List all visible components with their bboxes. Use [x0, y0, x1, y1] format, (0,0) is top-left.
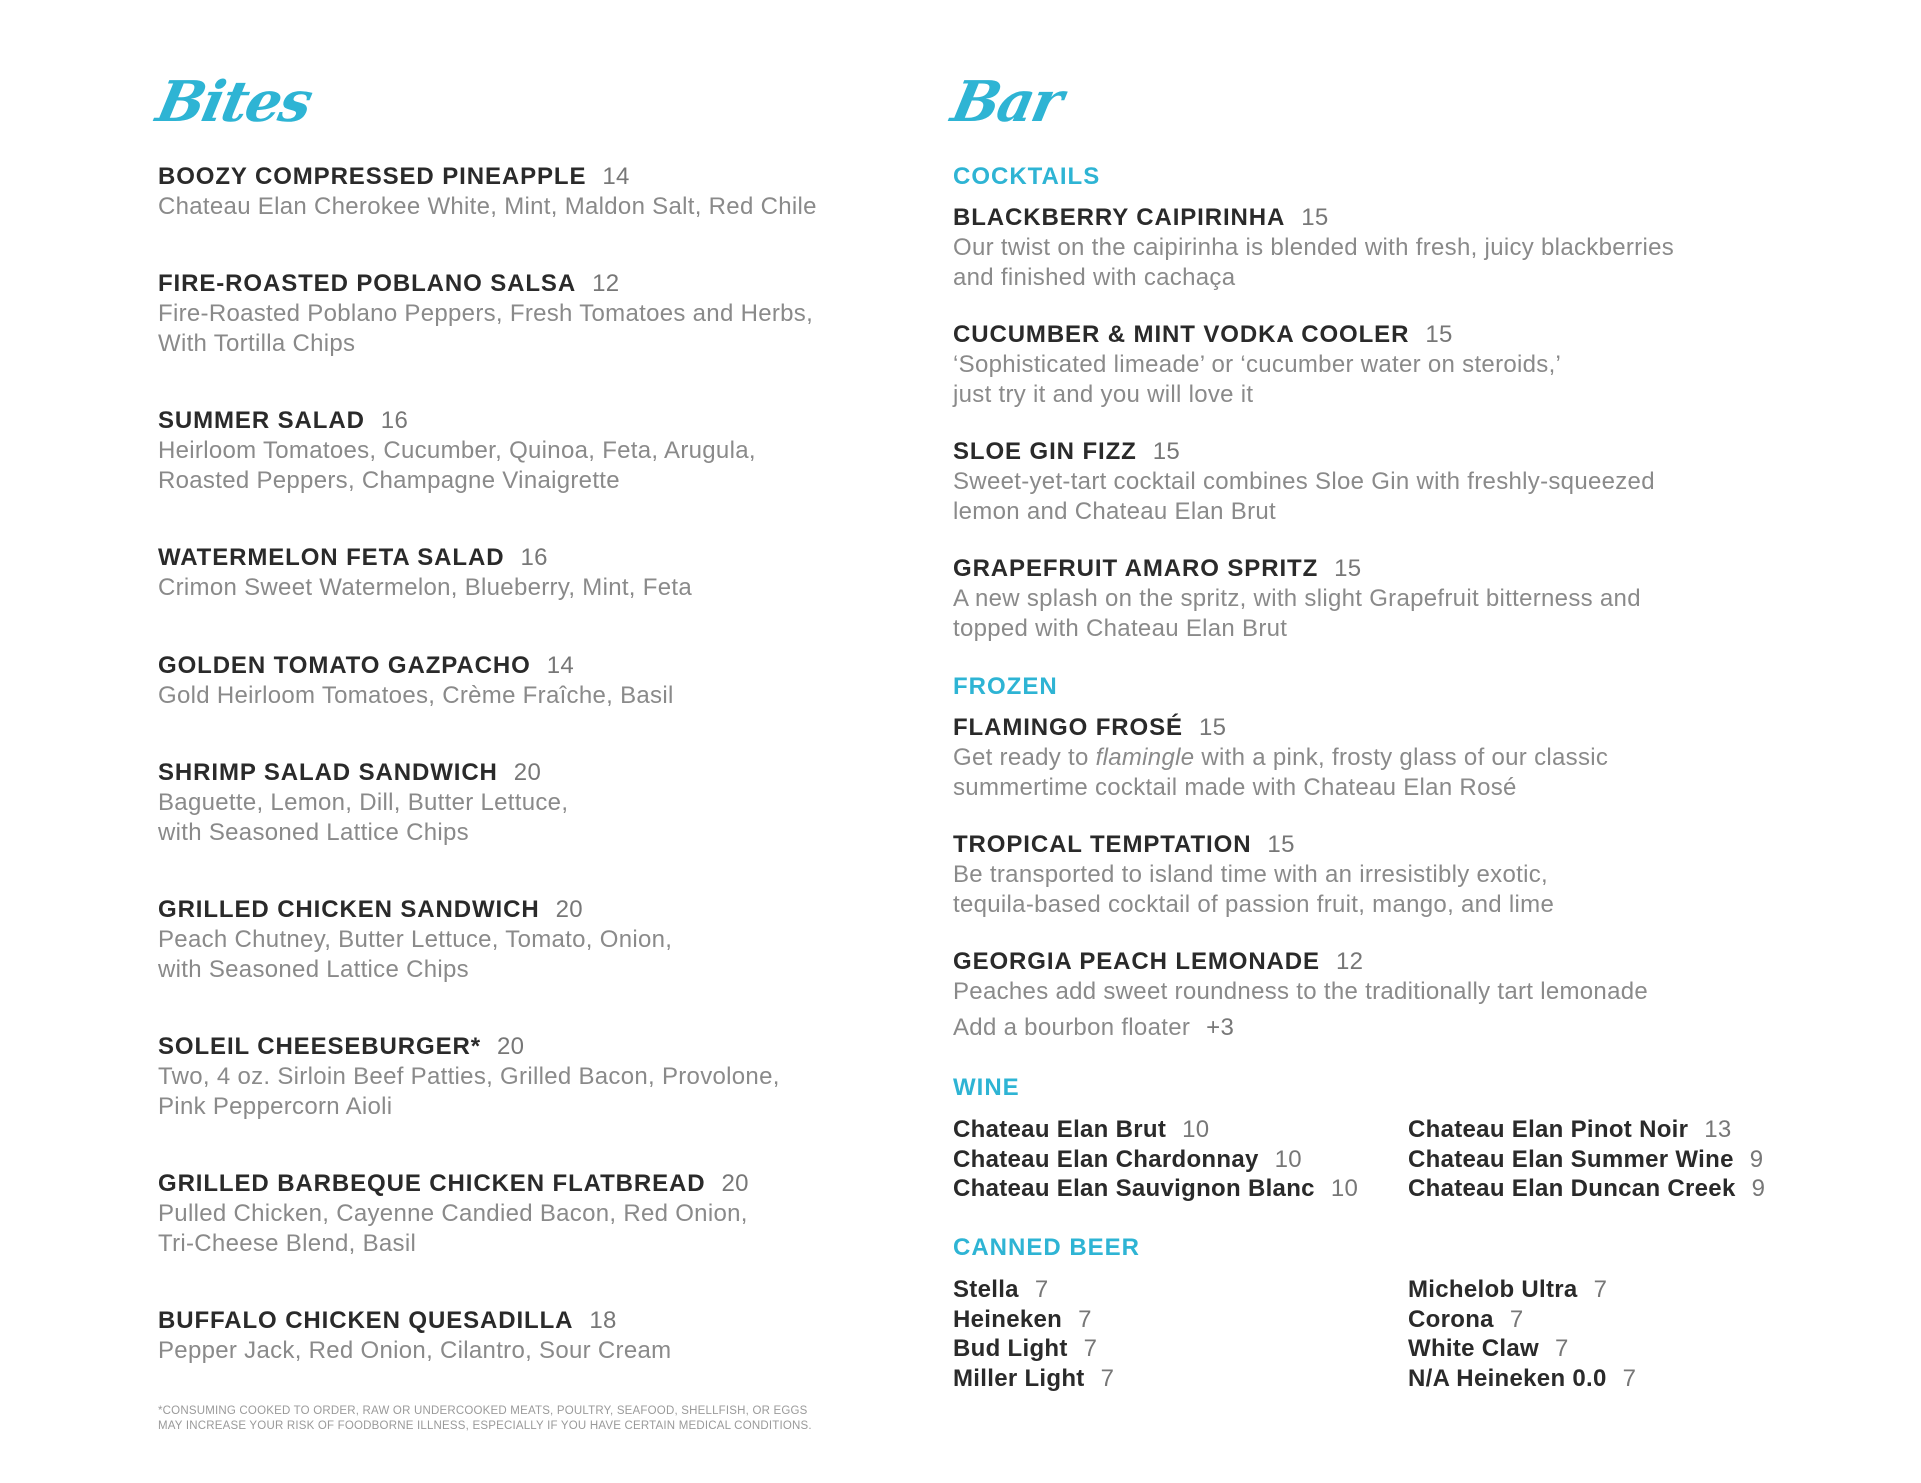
item-name: GRAPEFRUIT AMARO SPRITZ	[953, 555, 1319, 582]
item-description: Get ready to flamingle with a pink, frosty glass of our classic summertime cocktail made with Chateau Elan Rosé	[953, 744, 1609, 801]
item-description: Sweet-yet-tart cocktail combines Sloe Gin with freshly-squeezed lemon and Chateau Elan Brut	[953, 468, 1655, 525]
wine-row: Chateau Elan Sauvignon Blanc 10	[953, 1175, 1359, 1202]
item-price: 16	[380, 407, 409, 434]
section-heading-cocktails: COCKTAILS	[953, 163, 1101, 190]
wine-row: Chateau Elan Brut 10	[953, 1116, 1210, 1143]
beer-row: Heineken 7	[953, 1305, 1092, 1333]
item-description: Crimon Sweet Watermelon, Blueberry, Mint, Feta	[158, 574, 692, 601]
menu-item	[158, 269, 813, 359]
section-heading-frozen: FROZEN	[953, 673, 1058, 700]
item-name: SUMMER SALAD	[158, 407, 365, 434]
menu-item	[158, 406, 756, 496]
item-name: WATERMELON FETA SALAD	[158, 544, 505, 571]
menu-item	[158, 1169, 749, 1259]
item-price: 15	[1198, 714, 1227, 741]
item-description: Two, 4 oz. Sirloin Beef Patties, Grilled Bacon, Provolone, Pink Peppercorn Aioli	[158, 1063, 780, 1120]
menu-item	[953, 947, 1648, 1007]
wine-row: Chateau Elan Pinot Noir 13	[1408, 1116, 1732, 1143]
item-description: Peach Chutney, Butter Lettuce, Tomato, Onion, with Seasoned Lattice Chips	[158, 926, 673, 983]
menu-item	[158, 543, 692, 603]
item-price: 20	[721, 1170, 749, 1197]
beer-row: Bud Light 7	[953, 1335, 1098, 1362]
wine-row: Chateau Elan Summer Wine 9	[1408, 1145, 1764, 1173]
menu-item	[953, 203, 1674, 293]
menu-item	[158, 758, 568, 848]
item-name: CUCUMBER & MINT VODKA COOLER	[953, 321, 1410, 348]
beer-row: Corona 7	[1408, 1305, 1524, 1333]
item-description: ‘Sophisticated limeade’ or ‘cucumber water on steroids,’ just try it and you will love it	[953, 351, 1562, 408]
wine-row: Chateau Elan Chardonnay 10	[953, 1145, 1302, 1173]
item-price: 20	[513, 759, 542, 786]
item-price: 16	[520, 544, 548, 571]
section-heading-wine: WINE	[953, 1074, 1020, 1101]
item-name: BUFFALO CHICKEN QUESADILLA	[158, 1307, 574, 1334]
menu-item	[953, 713, 1608, 803]
item-description: Chateau Elan Cherokee White, Mint, Maldon Salt, Red Chile	[158, 193, 817, 220]
item-name: SLOE GIN FIZZ	[953, 438, 1137, 465]
beer-row: Michelob Ultra 7	[1408, 1276, 1608, 1303]
item-name: TROPICAL TEMPTATION	[953, 831, 1252, 858]
item-price: 12	[1335, 948, 1364, 975]
menu-item	[953, 320, 1561, 410]
item-name: FLAMINGO FROSÉ	[953, 714, 1183, 741]
section-heading-canned-beer: CANNED BEER	[953, 1234, 1141, 1261]
item-price: 15	[1267, 831, 1295, 858]
beer-row: N/A Heineken 0.0 7	[1408, 1364, 1637, 1392]
item-price: 15	[1425, 321, 1453, 348]
item-price: 20	[555, 896, 583, 923]
item-name: BOOZY COMPRESSED PINEAPPLE	[158, 163, 587, 190]
item-name: GOLDEN TOMATO GAZPACHO	[158, 652, 531, 679]
item-description: Pepper Jack, Red Onion, Cilantro, Sour Cream	[158, 1337, 672, 1364]
item-description: Fire-Roasted Poblano Peppers, Fresh Tomatoes and Herbs, With Tortilla Chips	[158, 300, 814, 357]
item-name: GRILLED CHICKEN SANDWICH	[158, 896, 540, 923]
item-name: GRILLED BARBEQUE CHICKEN FLATBREAD	[158, 1170, 706, 1197]
item-description: Gold Heirloom Tomatoes, Crème Fraîche, Basil	[158, 682, 674, 709]
addon-price: +3	[1206, 1014, 1235, 1041]
item-description: Be transported to island time with an irresistibly exotic, tequila-based cocktail of passion fruit, mango, and lime	[953, 861, 1555, 918]
item-price: 14	[546, 652, 574, 679]
disclaimer: *CONSUMING COOKED TO ORDER, RAW OR UNDERCOOKED MEATS, POULTRY, SEAFOOD, SHELLFISH, OR EGGS MAY INCREASE YOUR RISK OF FOODBORNE ILLNESS, ESPECIALLY IF YOU HAVE CERTAIN MEDICAL CONDITIONS.	[158, 1405, 812, 1432]
menu-item	[953, 437, 1655, 527]
beer-row: White Claw 7	[1408, 1335, 1569, 1362]
menu-item	[953, 830, 1554, 920]
addon-line	[953, 1013, 1234, 1043]
item-description: Peaches add sweet roundness to the traditionally tart lemonade	[953, 978, 1649, 1005]
menu-item	[158, 651, 674, 711]
item-name: BLACKBERRY CAIPIRINHA	[953, 204, 1286, 231]
menu-item	[158, 1306, 671, 1366]
item-price: 15	[1334, 555, 1362, 582]
item-price: 14	[602, 163, 630, 190]
bites-title: Bites	[150, 69, 317, 135]
item-description: Pulled Chicken, Cayenne Candied Bacon, Red Onion, Tri-Cheese Blend, Basil	[158, 1200, 748, 1257]
menu-item	[158, 895, 672, 985]
item-price: 18	[589, 1307, 617, 1334]
bar-title: Bar	[945, 69, 1068, 135]
menu-item	[158, 1032, 780, 1122]
menu-item	[158, 162, 817, 222]
menu-item	[953, 554, 1641, 644]
beer-row: Stella 7	[953, 1276, 1049, 1303]
item-name: SHRIMP SALAD SANDWICH	[158, 759, 498, 786]
item-description: Our twist on the caipirinha is blended with fresh, juicy blackberries and finished with cachaça	[953, 234, 1675, 291]
item-name: FIRE-ROASTED POBLANO SALSA	[158, 270, 577, 297]
item-price: 20	[496, 1033, 525, 1060]
item-price: 15	[1301, 204, 1329, 231]
wine-row: Chateau Elan Duncan Creek 9	[1408, 1175, 1766, 1202]
addon-text: Add a bourbon floater	[953, 1014, 1191, 1041]
item-price: 12	[592, 270, 620, 297]
item-description: Baguette, Lemon, Dill, Butter Lettuce, with Seasoned Lattice Chips	[158, 789, 569, 846]
item-name: GEORGIA PEACH LEMONADE	[953, 948, 1320, 975]
item-name: SOLEIL CHEESEBURGER*	[158, 1033, 481, 1060]
beer-row: Miller Light 7	[953, 1364, 1115, 1392]
item-description: A new splash on the spritz, with slight Grapefruit bitterness and topped with Chateau Elan Brut	[953, 585, 1641, 642]
item-description: Heirloom Tomatoes, Cucumber, Quinoa, Feta, Arugula, Roasted Peppers, Champagne Vinaigrette	[158, 437, 756, 494]
item-price: 15	[1152, 438, 1180, 465]
